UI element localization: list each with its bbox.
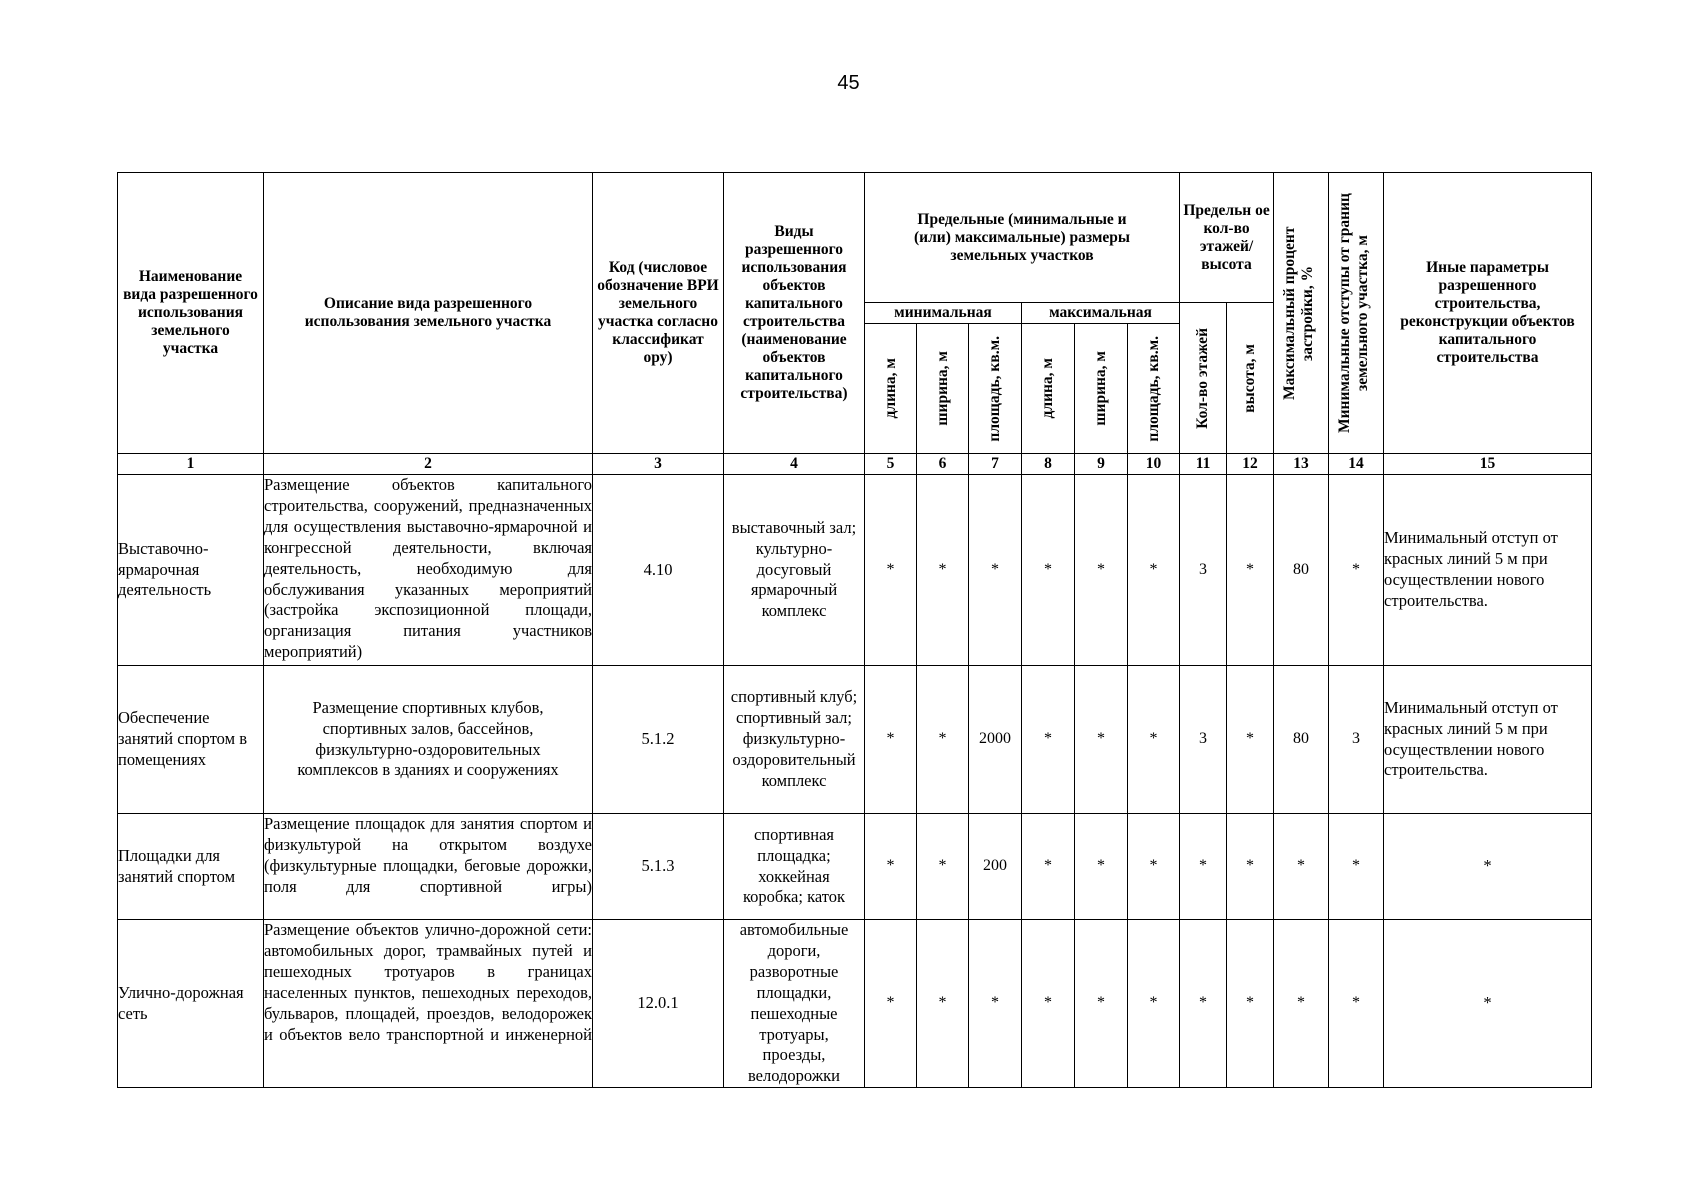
min-width-value: * — [917, 475, 969, 666]
header-plot-sizes: Предельные (минимальные и (или) максимальные) размеры земельных участков — [865, 173, 1180, 303]
min-width-value: * — [917, 666, 969, 814]
max-length-value: * — [1022, 920, 1075, 1088]
min-offset-value: * — [1329, 814, 1384, 920]
column-number: 2 — [264, 454, 593, 475]
min-area-value: 2000 — [969, 666, 1022, 814]
header-description: Описание вида разрешенного использования земельного участка — [264, 173, 593, 454]
column-number: 14 — [1329, 454, 1384, 475]
column-number: 11 — [1180, 454, 1227, 475]
height-value: * — [1227, 666, 1274, 814]
row-description: Размещение объектов капитального строительства, сооружений, предназначенных для осуществления выставочно-ярмарочной и конгрессной деятельности, включая деятельность, необходимую для обслуживания указанных мероприятий (застройка экспозиционной площади, организация питания участников мероприятий) — [264, 475, 593, 666]
header-floors-height: Предельн ое кол-во этажей/ высота — [1180, 173, 1274, 303]
min-area-value: * — [969, 920, 1022, 1088]
header-floors: Кол-во этажей — [1180, 303, 1227, 454]
row-name: Площадки для занятий спортом — [118, 814, 264, 920]
header-max-length: длина, м — [1022, 324, 1075, 454]
min-offset-value: 3 — [1329, 666, 1384, 814]
header-minimal: минимальная — [865, 303, 1022, 324]
header-max-width: ширина, м — [1075, 324, 1128, 454]
row-description: Размещение объектов улично-дорожной сети: автомобильных дорог, трамвайных путей и пешеходных тротуаров в границах населенных пунктов, пешеходных переходов, бульваров, площадей, проездов, велодорожек и объектов вело транспортной и инженерной — [264, 920, 593, 1088]
max-length-value: * — [1022, 814, 1075, 920]
column-number: 5 — [865, 454, 917, 475]
min-offset-value: * — [1329, 475, 1384, 666]
table-row — [118, 475, 1592, 666]
row-description: Размещение спортивных клубов, спортивных залов, бассейнов, физкультурно-оздоровительных комплексов в зданиях и сооружениях — [264, 666, 593, 814]
max-area-value: * — [1128, 475, 1180, 666]
header-maximal: максимальная — [1022, 303, 1180, 324]
min-length-value: * — [865, 920, 917, 1088]
max-width-value: * — [1075, 475, 1128, 666]
row-other-params: Минимальный отступ от красных линий 5 м при осуществлении нового строительства. — [1384, 666, 1592, 814]
row-code: 4.10 — [593, 475, 724, 666]
land-use-regulations-table — [117, 172, 1592, 1088]
row-code: 5.1.2 — [593, 666, 724, 814]
row-code: 12.0.1 — [593, 920, 724, 1088]
max-length-value: * — [1022, 475, 1075, 666]
max-length-value: * — [1022, 666, 1075, 814]
column-number: 13 — [1274, 454, 1329, 475]
column-number: 1 — [118, 454, 264, 475]
header-code: Код (числовое обозначение ВРИ земельного участка согласно классификат ору) — [593, 173, 724, 454]
max-width-value: * — [1075, 920, 1128, 1088]
row-name: Обеспечение занятий спортом в помещениях — [118, 666, 264, 814]
header-max-area: площадь, кв.м. — [1128, 324, 1180, 454]
page-number: 45 — [837, 72, 860, 94]
column-numbers-row — [118, 454, 1592, 475]
column-number: 7 — [969, 454, 1022, 475]
height-value: * — [1227, 814, 1274, 920]
min-length-value: * — [865, 814, 917, 920]
min-width-value: * — [917, 920, 969, 1088]
row-kinds: автомобильные дороги, разворотные площадки, пешеходные тротуары, проезды, велодорожки — [724, 920, 865, 1088]
height-value: * — [1227, 475, 1274, 666]
table-row — [118, 666, 1592, 814]
column-number: 10 — [1128, 454, 1180, 475]
height-value: * — [1227, 920, 1274, 1088]
row-other-params: Минимальный отступ от красных линий 5 м при осуществлении нового строительства. — [1384, 475, 1592, 666]
column-number: 8 — [1022, 454, 1075, 475]
min-width-value: * — [917, 814, 969, 920]
column-number: 3 — [593, 454, 724, 475]
floors-value: 3 — [1180, 666, 1227, 814]
header-min-width: ширина, м — [917, 324, 969, 454]
header-height: высота, м — [1227, 303, 1274, 454]
max-width-value: * — [1075, 666, 1128, 814]
row-name: Улично-дорожная сеть — [118, 920, 264, 1088]
max-width-value: * — [1075, 814, 1128, 920]
column-number: 15 — [1384, 454, 1592, 475]
row-other-params: * — [1384, 920, 1592, 1088]
column-number: 12 — [1227, 454, 1274, 475]
max-percent-value: 80 — [1274, 666, 1329, 814]
min-length-value: * — [865, 475, 917, 666]
column-number: 9 — [1075, 454, 1128, 475]
row-name: Выставочно-ярмарочная деятельность — [118, 475, 264, 666]
min-length-value: * — [865, 666, 917, 814]
floors-value: * — [1180, 920, 1227, 1088]
max-area-value: * — [1128, 814, 1180, 920]
header-min-offsets: Минимальные отступы от границ земельного участка, м — [1329, 173, 1384, 454]
table-row — [118, 814, 1592, 920]
max-area-value: * — [1128, 920, 1180, 1088]
max-percent-value: 80 — [1274, 475, 1329, 666]
header-min-area: площадь, кв.м. — [969, 324, 1022, 454]
row-other-params: * — [1384, 814, 1592, 920]
header-max-percent: Максимальный процент застройки, % — [1274, 173, 1329, 454]
header-name: Наименование вида разрешенного использования земельного участка — [118, 173, 264, 454]
header-other-params: Иные параметры разрешенного строительства, реконструкции объектов капитального строительства — [1384, 173, 1592, 454]
row-kinds: спортивная площадка; хоккейная коробка; каток — [724, 814, 865, 920]
max-percent-value: * — [1274, 814, 1329, 920]
row-kinds: спортивный клуб; спортивный зал; физкультурно-оздоровительный комплекс — [724, 666, 865, 814]
max-percent-value: * — [1274, 920, 1329, 1088]
table-row — [118, 920, 1592, 1088]
min-area-value: * — [969, 475, 1022, 666]
column-number: 6 — [917, 454, 969, 475]
column-number: 4 — [724, 454, 865, 475]
row-kinds: выставочный зал; культурно-досуговый ярмарочный комплекс — [724, 475, 865, 666]
header-min-length: длина, м — [865, 324, 917, 454]
row-description: Размещение площадок для занятия спортом и физкультурой на открытом воздухе (физкультурные площадки, беговые дорожки, поля для спортивной игры) — [264, 814, 593, 920]
min-area-value: 200 — [969, 814, 1022, 920]
floors-value: * — [1180, 814, 1227, 920]
min-offset-value: * — [1329, 920, 1384, 1088]
floors-value: 3 — [1180, 475, 1227, 666]
max-area-value: * — [1128, 666, 1180, 814]
row-code: 5.1.3 — [593, 814, 724, 920]
header-kinds: Виды разрешенного использования объектов капитального строительства (наименование объектов капитального строительства) — [724, 173, 865, 454]
